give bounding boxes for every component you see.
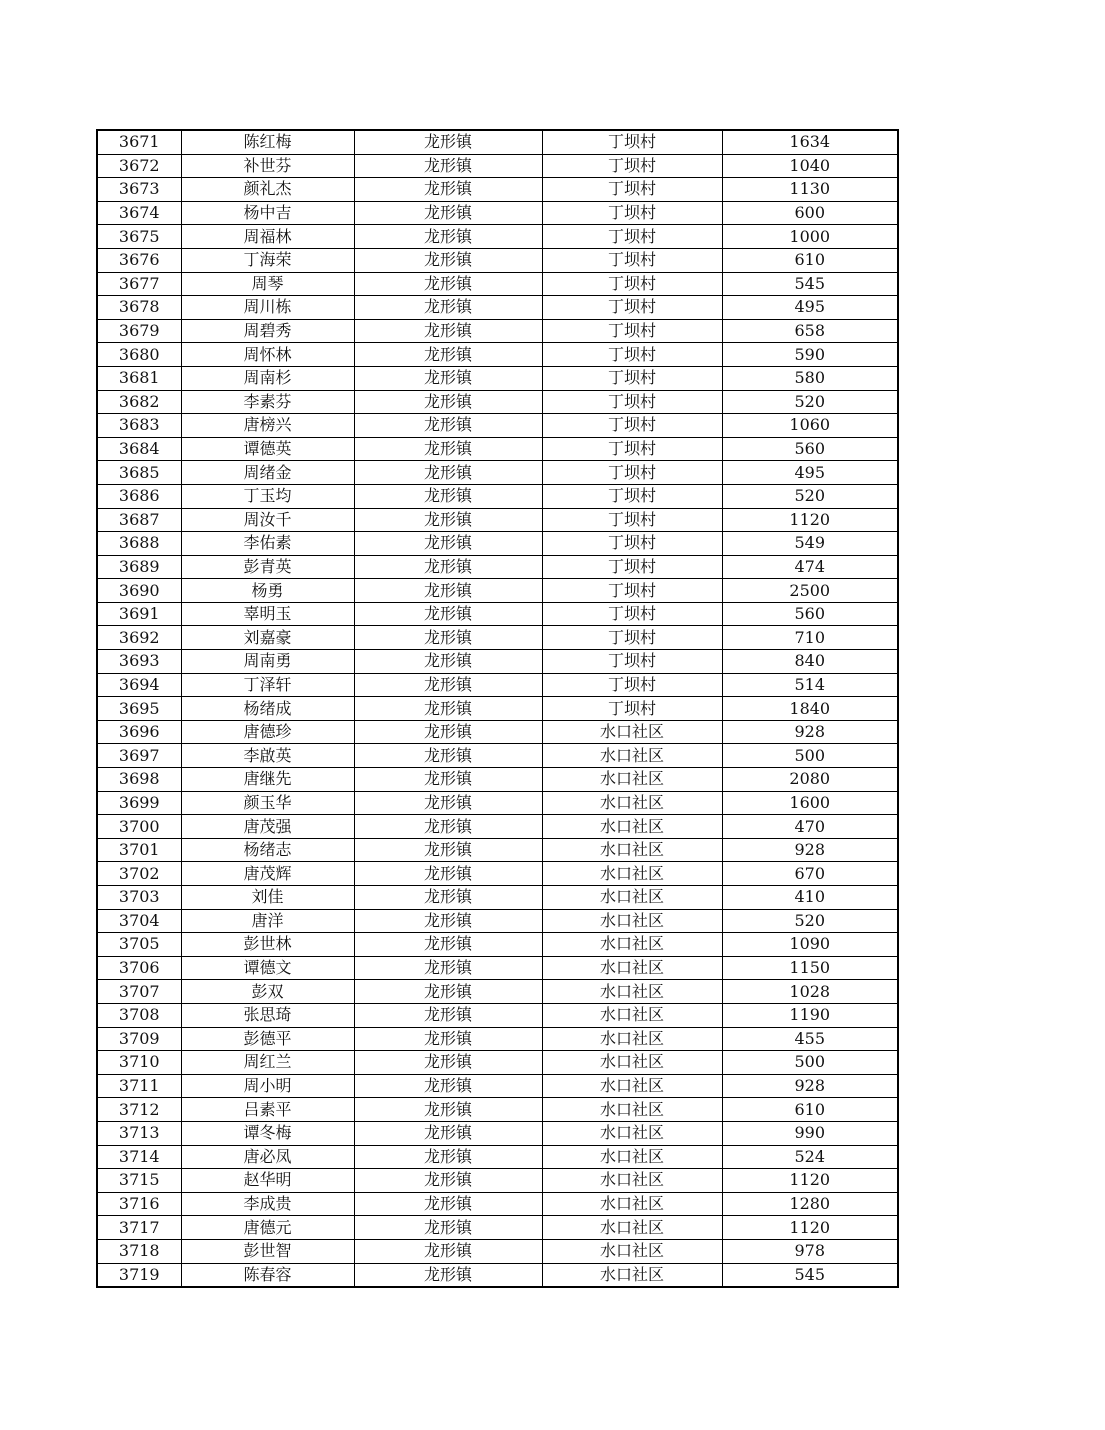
table-row (97, 791, 898, 815)
row-number-cell: 3681 (97, 366, 181, 390)
amount-cell: 928 (722, 720, 898, 744)
table-row (97, 744, 898, 768)
name-cell: 李成贵 (181, 1192, 354, 1216)
row-number-cell: 3712 (97, 1098, 181, 1122)
amount-cell: 2080 (722, 768, 898, 792)
name-cell: 李佑素 (181, 532, 354, 556)
table-row (97, 201, 898, 225)
town-cell: 龙形镇 (354, 1169, 542, 1193)
amount-cell: 1120 (722, 1216, 898, 1240)
town-cell: 龙形镇 (354, 815, 542, 839)
table-row (97, 933, 898, 957)
amount-cell: 549 (722, 532, 898, 556)
name-cell: 谭冬梅 (181, 1121, 354, 1145)
village-cell: 丁坝村 (542, 414, 722, 438)
row-number-cell: 3718 (97, 1239, 181, 1263)
name-cell: 谭德英 (181, 437, 354, 461)
village-cell: 水口社区 (542, 720, 722, 744)
amount-cell: 978 (722, 1239, 898, 1263)
town-cell: 龙形镇 (354, 744, 542, 768)
name-cell: 彭双 (181, 980, 354, 1004)
village-cell: 丁坝村 (542, 532, 722, 556)
town-cell: 龙形镇 (354, 437, 542, 461)
village-cell: 水口社区 (542, 1263, 722, 1287)
table-row (97, 1003, 898, 1027)
table-row (97, 1145, 898, 1169)
town-cell: 龙形镇 (354, 886, 542, 910)
name-cell: 周川栋 (181, 296, 354, 320)
name-cell: 唐德元 (181, 1216, 354, 1240)
village-cell: 丁坝村 (542, 650, 722, 674)
table-row (97, 815, 898, 839)
village-cell: 水口社区 (542, 1027, 722, 1051)
town-cell: 龙形镇 (354, 1145, 542, 1169)
name-cell: 陈红梅 (181, 130, 354, 154)
row-number-cell: 3675 (97, 225, 181, 249)
row-number-cell: 3711 (97, 1074, 181, 1098)
amount-cell: 495 (722, 461, 898, 485)
town-cell: 龙形镇 (354, 343, 542, 367)
town-cell: 龙形镇 (354, 319, 542, 343)
village-cell: 丁坝村 (542, 319, 722, 343)
amount-cell: 470 (722, 815, 898, 839)
town-cell: 龙形镇 (354, 956, 542, 980)
village-cell: 水口社区 (542, 886, 722, 910)
amount-cell: 590 (722, 343, 898, 367)
amount-cell: 500 (722, 1051, 898, 1075)
village-cell: 丁坝村 (542, 154, 722, 178)
table-row (97, 272, 898, 296)
amount-cell: 1120 (722, 508, 898, 532)
row-number-cell: 3689 (97, 555, 181, 579)
table-row (97, 248, 898, 272)
row-number-cell: 3686 (97, 484, 181, 508)
village-cell: 丁坝村 (542, 697, 722, 721)
row-number-cell: 3697 (97, 744, 181, 768)
village-cell: 丁坝村 (542, 272, 722, 296)
town-cell: 龙形镇 (354, 178, 542, 202)
table-row (97, 838, 898, 862)
village-cell: 水口社区 (542, 838, 722, 862)
amount-cell: 1600 (722, 791, 898, 815)
town-cell: 龙形镇 (354, 414, 542, 438)
row-number-cell: 3703 (97, 886, 181, 910)
row-number-cell: 3715 (97, 1169, 181, 1193)
amount-cell: 520 (722, 484, 898, 508)
amount-cell: 990 (722, 1121, 898, 1145)
table-row (97, 178, 898, 202)
row-number-cell: 3699 (97, 791, 181, 815)
village-cell: 水口社区 (542, 1051, 722, 1075)
row-number-cell: 3706 (97, 956, 181, 980)
town-cell: 龙形镇 (354, 1074, 542, 1098)
amount-cell: 1190 (722, 1003, 898, 1027)
town-cell: 龙形镇 (354, 296, 542, 320)
village-cell: 丁坝村 (542, 248, 722, 272)
table-row (97, 1051, 898, 1075)
row-number-cell: 3713 (97, 1121, 181, 1145)
name-cell: 丁海荣 (181, 248, 354, 272)
town-cell: 龙形镇 (354, 579, 542, 603)
row-number-cell: 3674 (97, 201, 181, 225)
row-number-cell: 3696 (97, 720, 181, 744)
amount-cell: 1000 (722, 225, 898, 249)
village-cell: 丁坝村 (542, 602, 722, 626)
name-cell: 周南杉 (181, 366, 354, 390)
village-cell: 水口社区 (542, 768, 722, 792)
row-number-cell: 3716 (97, 1192, 181, 1216)
village-cell: 水口社区 (542, 1239, 722, 1263)
row-number-cell: 3704 (97, 909, 181, 933)
amount-cell: 840 (722, 650, 898, 674)
village-cell: 丁坝村 (542, 178, 722, 202)
table-row (97, 956, 898, 980)
village-cell: 水口社区 (542, 1003, 722, 1027)
name-cell: 周琴 (181, 272, 354, 296)
town-cell: 龙形镇 (354, 650, 542, 674)
table-row (97, 130, 898, 154)
town-cell: 龙形镇 (354, 225, 542, 249)
amount-cell: 560 (722, 602, 898, 626)
name-cell: 彭德平 (181, 1027, 354, 1051)
table-row (97, 461, 898, 485)
name-cell: 周南勇 (181, 650, 354, 674)
town-cell: 龙形镇 (354, 909, 542, 933)
amount-cell: 410 (722, 886, 898, 910)
amount-cell: 500 (722, 744, 898, 768)
amount-cell: 1150 (722, 956, 898, 980)
amount-cell: 1120 (722, 1169, 898, 1193)
table-row (97, 720, 898, 744)
table-body (97, 130, 898, 1287)
amount-cell: 1840 (722, 697, 898, 721)
row-number-cell: 3678 (97, 296, 181, 320)
village-cell: 丁坝村 (542, 225, 722, 249)
row-number-cell: 3694 (97, 673, 181, 697)
amount-cell: 520 (722, 909, 898, 933)
name-cell: 杨勇 (181, 579, 354, 603)
name-cell: 辜明玉 (181, 602, 354, 626)
table-row (97, 296, 898, 320)
name-cell: 周福林 (181, 225, 354, 249)
name-cell: 唐洋 (181, 909, 354, 933)
row-number-cell: 3710 (97, 1051, 181, 1075)
amount-cell: 1090 (722, 933, 898, 957)
village-cell: 丁坝村 (542, 673, 722, 697)
amount-cell: 560 (722, 437, 898, 461)
town-cell: 龙形镇 (354, 154, 542, 178)
village-cell: 丁坝村 (542, 484, 722, 508)
table-row (97, 862, 898, 886)
town-cell: 龙形镇 (354, 1263, 542, 1287)
name-cell: 彭世智 (181, 1239, 354, 1263)
table-row (97, 1239, 898, 1263)
amount-cell: 1280 (722, 1192, 898, 1216)
town-cell: 龙形镇 (354, 791, 542, 815)
amount-cell: 1060 (722, 414, 898, 438)
amount-cell: 524 (722, 1145, 898, 1169)
amount-cell: 1028 (722, 980, 898, 1004)
table-row (97, 1263, 898, 1287)
row-number-cell: 3688 (97, 532, 181, 556)
village-cell: 水口社区 (542, 1169, 722, 1193)
town-cell: 龙形镇 (354, 602, 542, 626)
village-cell: 丁坝村 (542, 461, 722, 485)
village-cell: 水口社区 (542, 980, 722, 1004)
row-number-cell: 3709 (97, 1027, 181, 1051)
town-cell: 龙形镇 (354, 673, 542, 697)
village-cell: 水口社区 (542, 744, 722, 768)
amount-cell: 545 (722, 272, 898, 296)
name-cell: 唐茂强 (181, 815, 354, 839)
name-cell: 唐继先 (181, 768, 354, 792)
town-cell: 龙形镇 (354, 626, 542, 650)
village-cell: 水口社区 (542, 1145, 722, 1169)
table-row (97, 1192, 898, 1216)
table-row (97, 532, 898, 556)
amount-cell: 1040 (722, 154, 898, 178)
table-row (97, 366, 898, 390)
name-cell: 唐榜兴 (181, 414, 354, 438)
village-cell: 水口社区 (542, 1192, 722, 1216)
name-cell: 周小明 (181, 1074, 354, 1098)
amount-cell: 455 (722, 1027, 898, 1051)
town-cell: 龙形镇 (354, 248, 542, 272)
name-cell: 吕素平 (181, 1098, 354, 1122)
village-cell: 水口社区 (542, 791, 722, 815)
town-cell: 龙形镇 (354, 201, 542, 225)
table-row (97, 1074, 898, 1098)
amount-cell: 474 (722, 555, 898, 579)
name-cell: 陈春容 (181, 1263, 354, 1287)
table-row (97, 980, 898, 1004)
amount-cell: 928 (722, 1074, 898, 1098)
town-cell: 龙形镇 (354, 697, 542, 721)
name-cell: 唐必凤 (181, 1145, 354, 1169)
row-number-cell: 3701 (97, 838, 181, 862)
amount-cell: 580 (722, 366, 898, 390)
row-number-cell: 3714 (97, 1145, 181, 1169)
name-cell: 丁泽轩 (181, 673, 354, 697)
row-number-cell: 3707 (97, 980, 181, 1004)
table-row (97, 673, 898, 697)
town-cell: 龙形镇 (354, 1098, 542, 1122)
town-cell: 龙形镇 (354, 862, 542, 886)
amount-cell: 600 (722, 201, 898, 225)
table-row (97, 390, 898, 414)
amount-cell: 610 (722, 1098, 898, 1122)
village-cell: 水口社区 (542, 956, 722, 980)
amount-cell: 610 (722, 248, 898, 272)
amount-cell: 495 (722, 296, 898, 320)
row-number-cell: 3677 (97, 272, 181, 296)
table-row (97, 768, 898, 792)
amount-cell: 710 (722, 626, 898, 650)
name-cell: 刘佳 (181, 886, 354, 910)
town-cell: 龙形镇 (354, 484, 542, 508)
town-cell: 龙形镇 (354, 366, 542, 390)
name-cell: 周绪金 (181, 461, 354, 485)
town-cell: 龙形镇 (354, 390, 542, 414)
town-cell: 龙形镇 (354, 532, 542, 556)
village-cell: 丁坝村 (542, 366, 722, 390)
table-row (97, 886, 898, 910)
village-cell: 丁坝村 (542, 201, 722, 225)
table-row (97, 602, 898, 626)
village-cell: 丁坝村 (542, 555, 722, 579)
village-cell: 丁坝村 (542, 343, 722, 367)
table-row (97, 1121, 898, 1145)
amount-cell: 514 (722, 673, 898, 697)
name-cell: 刘嘉豪 (181, 626, 354, 650)
village-cell: 水口社区 (542, 815, 722, 839)
village-cell: 丁坝村 (542, 508, 722, 532)
name-cell: 杨绪成 (181, 697, 354, 721)
name-cell: 丁玉均 (181, 484, 354, 508)
name-cell: 颜礼杰 (181, 178, 354, 202)
row-number-cell: 3680 (97, 343, 181, 367)
town-cell: 龙形镇 (354, 1239, 542, 1263)
village-cell: 水口社区 (542, 862, 722, 886)
name-cell: 唐茂辉 (181, 862, 354, 886)
row-number-cell: 3698 (97, 768, 181, 792)
name-cell: 张思琦 (181, 1003, 354, 1027)
table-row (97, 343, 898, 367)
table-row (97, 697, 898, 721)
table-row (97, 650, 898, 674)
village-cell: 丁坝村 (542, 579, 722, 603)
name-cell: 杨中吉 (181, 201, 354, 225)
town-cell: 龙形镇 (354, 461, 542, 485)
table-row (97, 414, 898, 438)
village-cell: 丁坝村 (542, 130, 722, 154)
table-row (97, 1027, 898, 1051)
name-cell: 颜玉华 (181, 791, 354, 815)
amount-cell: 670 (722, 862, 898, 886)
village-cell: 水口社区 (542, 933, 722, 957)
row-number-cell: 3685 (97, 461, 181, 485)
row-number-cell: 3690 (97, 579, 181, 603)
amount-cell: 2500 (722, 579, 898, 603)
town-cell: 龙形镇 (354, 555, 542, 579)
town-cell: 龙形镇 (354, 980, 542, 1004)
name-cell: 彭世林 (181, 933, 354, 957)
table-row (97, 1098, 898, 1122)
town-cell: 龙形镇 (354, 720, 542, 744)
table-row (97, 508, 898, 532)
name-cell: 周汝千 (181, 508, 354, 532)
data-table (96, 129, 899, 1288)
name-cell: 赵华明 (181, 1169, 354, 1193)
village-cell: 丁坝村 (542, 390, 722, 414)
name-cell: 周红兰 (181, 1051, 354, 1075)
town-cell: 龙形镇 (354, 768, 542, 792)
name-cell: 唐德珍 (181, 720, 354, 744)
table-row (97, 154, 898, 178)
row-number-cell: 3702 (97, 862, 181, 886)
name-cell: 彭青英 (181, 555, 354, 579)
table-row (97, 909, 898, 933)
name-cell: 李啟英 (181, 744, 354, 768)
village-cell: 水口社区 (542, 1098, 722, 1122)
table-row (97, 225, 898, 249)
town-cell: 龙形镇 (354, 838, 542, 862)
amount-cell: 520 (722, 390, 898, 414)
row-number-cell: 3673 (97, 178, 181, 202)
row-number-cell: 3687 (97, 508, 181, 532)
amount-cell: 928 (722, 838, 898, 862)
row-number-cell: 3683 (97, 414, 181, 438)
amount-cell: 545 (722, 1263, 898, 1287)
row-number-cell: 3672 (97, 154, 181, 178)
town-cell: 龙形镇 (354, 1051, 542, 1075)
table-row (97, 437, 898, 461)
name-cell: 李素芬 (181, 390, 354, 414)
row-number-cell: 3693 (97, 650, 181, 674)
amount-cell: 658 (722, 319, 898, 343)
name-cell: 周碧秀 (181, 319, 354, 343)
table-row (97, 319, 898, 343)
row-number-cell: 3700 (97, 815, 181, 839)
village-cell: 水口社区 (542, 1216, 722, 1240)
town-cell: 龙形镇 (354, 272, 542, 296)
row-number-cell: 3705 (97, 933, 181, 957)
town-cell: 龙形镇 (354, 1003, 542, 1027)
name-cell: 谭德文 (181, 956, 354, 980)
village-cell: 水口社区 (542, 1074, 722, 1098)
village-cell: 丁坝村 (542, 626, 722, 650)
table-row (97, 1169, 898, 1193)
table-row (97, 1216, 898, 1240)
town-cell: 龙形镇 (354, 1027, 542, 1051)
row-number-cell: 3692 (97, 626, 181, 650)
name-cell: 补世芬 (181, 154, 354, 178)
amount-cell: 1130 (722, 178, 898, 202)
name-cell: 杨绪志 (181, 838, 354, 862)
name-cell: 周怀林 (181, 343, 354, 367)
town-cell: 龙形镇 (354, 130, 542, 154)
village-cell: 丁坝村 (542, 296, 722, 320)
village-cell: 水口社区 (542, 1121, 722, 1145)
row-number-cell: 3717 (97, 1216, 181, 1240)
row-number-cell: 3719 (97, 1263, 181, 1287)
row-number-cell: 3679 (97, 319, 181, 343)
table-row (97, 484, 898, 508)
table-row (97, 626, 898, 650)
village-cell: 丁坝村 (542, 437, 722, 461)
row-number-cell: 3671 (97, 130, 181, 154)
amount-cell: 1634 (722, 130, 898, 154)
row-number-cell: 3682 (97, 390, 181, 414)
town-cell: 龙形镇 (354, 1216, 542, 1240)
row-number-cell: 3708 (97, 1003, 181, 1027)
row-number-cell: 3695 (97, 697, 181, 721)
row-number-cell: 3684 (97, 437, 181, 461)
town-cell: 龙形镇 (354, 933, 542, 957)
town-cell: 龙形镇 (354, 508, 542, 532)
row-number-cell: 3676 (97, 248, 181, 272)
row-number-cell: 3691 (97, 602, 181, 626)
village-cell: 水口社区 (542, 909, 722, 933)
town-cell: 龙形镇 (354, 1192, 542, 1216)
table-row (97, 555, 898, 579)
town-cell: 龙形镇 (354, 1121, 542, 1145)
table-row (97, 579, 898, 603)
